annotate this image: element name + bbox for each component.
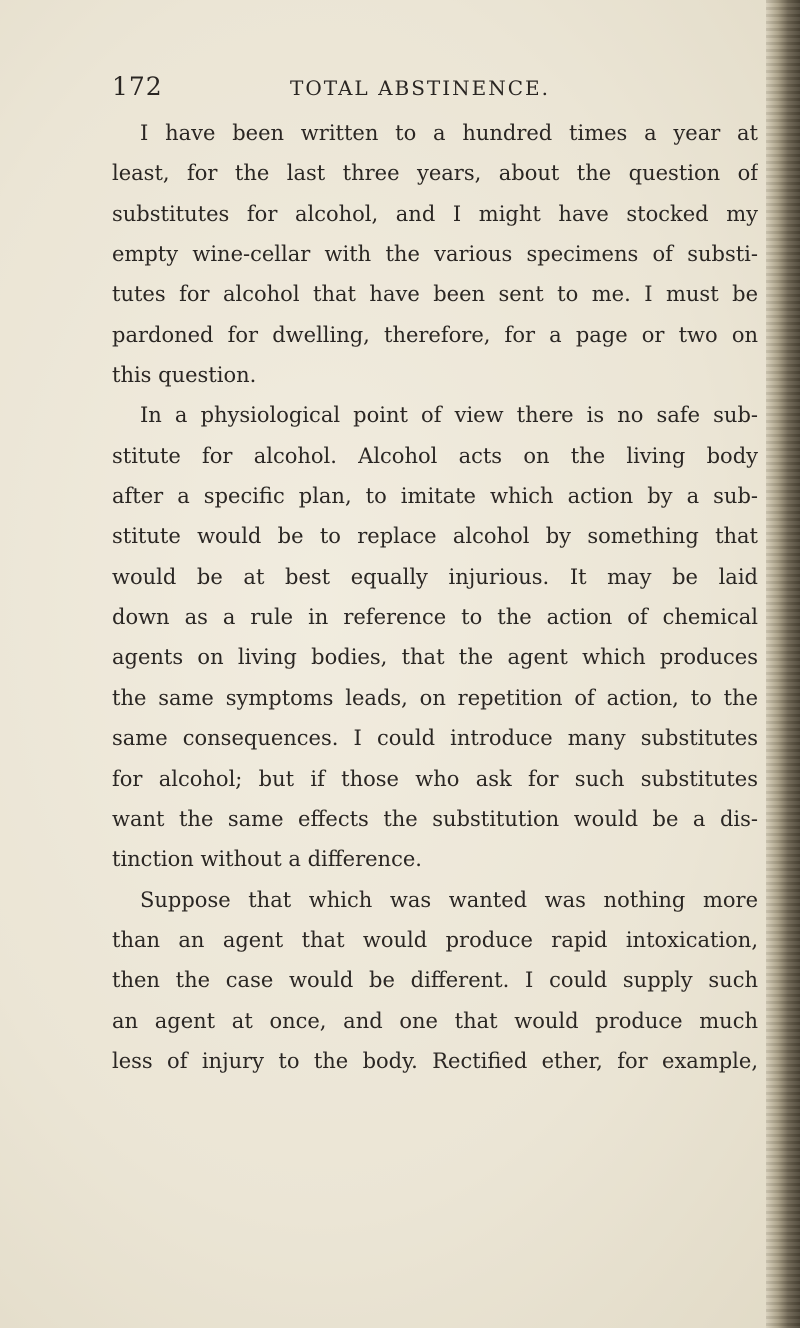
text-line: less of injury to the body. Rectified ether, for example,: [112, 1048, 758, 1073]
text-line: this question.: [112, 363, 257, 388]
text-line: after a specific plan, to imitate which action by a sub-: [112, 484, 758, 509]
text-line: down as a rule in reference to the action of chemical: [112, 605, 758, 630]
header-title: TOTAL ABSTINENCE.: [290, 76, 551, 100]
text-line: least, for the last three years, about the question of: [112, 161, 758, 186]
text-line: for alcohol; but if those who ask for such substitutes: [112, 766, 758, 791]
text-line: tinction without a difference.: [112, 847, 422, 872]
page-number: 172: [112, 72, 163, 101]
text-line: tutes for alcohol that have been sent to me. I must be: [112, 282, 758, 307]
text-line: I have been written to a hundred times a year at: [140, 121, 758, 145]
text-line: pardoned for dwelling, therefore, for a page or two on: [112, 322, 758, 347]
text-line: substitutes for alcohol, and I might have stocked my: [112, 201, 758, 226]
text-line: the same symptoms leads, on repetition of action, to the: [112, 685, 758, 710]
text-line: agents on living bodies, that the agent which produces: [112, 645, 758, 670]
text-line: stitute would be to replace alcohol by something that: [112, 524, 758, 549]
text-line: then the case would be different. I could supply such: [112, 968, 758, 993]
binding-gutter: [766, 0, 800, 1328]
text-line: same consequences. I could introduce many substitutes: [112, 726, 758, 751]
text-line: would be at best equally injurious. It may be laid: [112, 564, 758, 589]
body-text: [112, 113, 758, 1081]
text-line: stitute for alcohol. Alcohol acts on the living body: [112, 443, 758, 468]
text-line: Suppose that which was wanted was nothing more: [140, 887, 758, 912]
text-line: In a physiological point of view there is no safe sub-: [140, 403, 758, 428]
text-line: want the same effects the substitution would be a dis-: [112, 806, 758, 831]
text-line: than an agent that would produce rapid intoxication,: [112, 927, 758, 952]
text-line: an agent at once, and one that would produce much: [112, 1008, 758, 1033]
text-line: empty wine-cellar with the various specimens of substi-: [112, 242, 758, 267]
running-head: [112, 72, 762, 112]
